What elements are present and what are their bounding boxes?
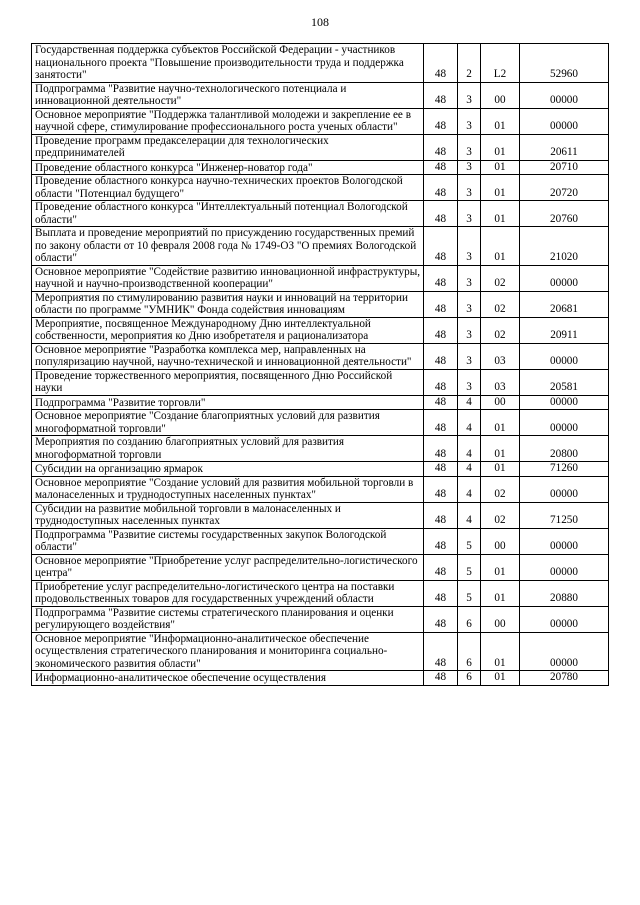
row-subsection-cell: 01 bbox=[481, 671, 520, 686]
row-name-cell: Мероприятия по стимулированию развития науки и инноваций на территории области по программе "УМНИК" Фонда содействия инновациям bbox=[32, 291, 424, 317]
row-section-cell: 6 bbox=[458, 606, 481, 632]
row-expense-code-cell: 00000 bbox=[520, 395, 609, 410]
row-expense-code-cell: 52960 bbox=[520, 44, 609, 83]
row-expense-code-cell: 00000 bbox=[520, 606, 609, 632]
row-subsection-cell: 01 bbox=[481, 160, 520, 175]
row-name-cell: Основное мероприятие "Информационно-аналитическое обеспечение осуществления стратегического планирования и мониторинга социально-экономического развития области" bbox=[32, 632, 424, 671]
row-adm-code-cell: 48 bbox=[424, 317, 458, 343]
table-row bbox=[32, 201, 609, 227]
row-name-cell: Подпрограмма "Развитие системы стратегического планирования и оценки регулирующего воздействия" bbox=[32, 606, 424, 632]
table-row bbox=[32, 343, 609, 369]
row-adm-code-cell: 48 bbox=[424, 44, 458, 83]
row-name-cell: Проведение областного конкурса "Интеллектуальный потенциал Вологодской области" bbox=[32, 201, 424, 227]
row-name-cell: Мероприятия по созданию благоприятных условий для развития многоформатной торговли bbox=[32, 436, 424, 462]
row-expense-code-cell: 20681 bbox=[520, 291, 609, 317]
row-section-cell: 5 bbox=[458, 528, 481, 554]
row-expense-code-cell: 20800 bbox=[520, 436, 609, 462]
row-adm-code-cell: 48 bbox=[424, 476, 458, 502]
row-section-cell: 4 bbox=[458, 395, 481, 410]
row-name-cell: Основное мероприятие "Поддержка талантливой молодежи и закрепление ее в научной сфере, стимулирование профессионального роста ученых области" bbox=[32, 108, 424, 134]
page-number: 108 bbox=[311, 15, 329, 29]
row-section-cell: 3 bbox=[458, 134, 481, 160]
row-subsection-cell: 00 bbox=[481, 606, 520, 632]
row-name-cell: Подпрограмма "Развитие научно-технологического потенциала и инновационной деятельности" bbox=[32, 82, 424, 108]
table-row bbox=[32, 82, 609, 108]
row-subsection-cell: 01 bbox=[481, 554, 520, 580]
table-row bbox=[32, 671, 609, 686]
row-expense-code-cell: 20880 bbox=[520, 580, 609, 606]
row-section-cell: 3 bbox=[458, 108, 481, 134]
row-name-cell: Субсидии на организацию ярмарок bbox=[32, 462, 424, 477]
table-row bbox=[32, 632, 609, 671]
table-row bbox=[32, 580, 609, 606]
row-section-cell: 3 bbox=[458, 201, 481, 227]
table-row bbox=[32, 554, 609, 580]
row-name-cell: Основное мероприятие "Создание условий для развития мобильной торговли в малонаселенных и труднодоступных населенных пунктах" bbox=[32, 476, 424, 502]
row-expense-code-cell: 21020 bbox=[520, 227, 609, 266]
row-name-cell: Подпрограмма "Развитие торговли" bbox=[32, 395, 424, 410]
row-name-cell: Субсидии на развитие мобильной торговли в малонаселенных и труднодоступных населенных пунктах bbox=[32, 502, 424, 528]
row-subsection-cell: 01 bbox=[481, 227, 520, 266]
row-expense-code-cell: 00000 bbox=[520, 82, 609, 108]
row-expense-code-cell: 00000 bbox=[520, 632, 609, 671]
row-subsection-cell: 01 bbox=[481, 410, 520, 436]
row-section-cell: 4 bbox=[458, 410, 481, 436]
table-row bbox=[32, 160, 609, 175]
row-name-cell: Мероприятие, посвященное Международному Дню интеллектуальной собственности, мероприятия ко Дню изобретателя и рационализатора bbox=[32, 317, 424, 343]
row-name-cell: Проведение торжественного мероприятия, посвященного Дню Российской науки bbox=[32, 369, 424, 395]
table-row bbox=[32, 395, 609, 410]
table-row bbox=[32, 134, 609, 160]
row-subsection-cell: 02 bbox=[481, 291, 520, 317]
row-adm-code-cell: 48 bbox=[424, 343, 458, 369]
table-row bbox=[32, 369, 609, 395]
row-subsection-cell: 02 bbox=[481, 502, 520, 528]
row-section-cell: 5 bbox=[458, 554, 481, 580]
row-subsection-cell: 01 bbox=[481, 580, 520, 606]
row-name-cell: Проведение программ предакселерации для технологических предпринимателей bbox=[32, 134, 424, 160]
row-name-cell: Основное мероприятие "Содействие развитию инновационной инфраструктуры, научной и научно-производственной кооперации" bbox=[32, 265, 424, 291]
row-expense-code-cell: 71250 bbox=[520, 502, 609, 528]
row-name-cell: Приобретение услуг распределительно-логистического центра на поставки продовольственных товаров для государственных учреждений области bbox=[32, 580, 424, 606]
row-section-cell: 5 bbox=[458, 580, 481, 606]
row-adm-code-cell: 48 bbox=[424, 108, 458, 134]
row-adm-code-cell: 48 bbox=[424, 395, 458, 410]
row-name-cell: Проведение областного конкурса научно-технических проектов Вологодской области "Потенциал будущего" bbox=[32, 175, 424, 201]
row-adm-code-cell: 48 bbox=[424, 502, 458, 528]
row-subsection-cell: 03 bbox=[481, 343, 520, 369]
row-name-cell: Подпрограмма "Развитие системы государственных закупок Вологодской области" bbox=[32, 528, 424, 554]
row-subsection-cell: 01 bbox=[481, 201, 520, 227]
row-subsection-cell: 01 bbox=[481, 175, 520, 201]
row-adm-code-cell: 48 bbox=[424, 201, 458, 227]
row-subsection-cell: 03 bbox=[481, 369, 520, 395]
row-section-cell: 3 bbox=[458, 291, 481, 317]
row-subsection-cell: 01 bbox=[481, 134, 520, 160]
row-section-cell: 3 bbox=[458, 343, 481, 369]
row-subsection-cell: 02 bbox=[481, 476, 520, 502]
row-adm-code-cell: 48 bbox=[424, 160, 458, 175]
row-adm-code-cell: 48 bbox=[424, 606, 458, 632]
row-expense-code-cell: 20720 bbox=[520, 175, 609, 201]
row-adm-code-cell: 48 bbox=[424, 227, 458, 266]
row-name-cell: Основное мероприятие "Разработка комплекса мер, направленных на популяризацию научной, научно-технической и инновационной деятельности" bbox=[32, 343, 424, 369]
row-subsection-cell: 01 bbox=[481, 436, 520, 462]
row-section-cell: 3 bbox=[458, 317, 481, 343]
row-section-cell: 4 bbox=[458, 436, 481, 462]
row-adm-code-cell: 48 bbox=[424, 554, 458, 580]
row-expense-code-cell: 00000 bbox=[520, 554, 609, 580]
row-expense-code-cell: 00000 bbox=[520, 528, 609, 554]
budget-classification-table bbox=[31, 43, 609, 686]
table-row bbox=[32, 44, 609, 83]
row-subsection-cell: 02 bbox=[481, 317, 520, 343]
row-adm-code-cell: 48 bbox=[424, 410, 458, 436]
row-subsection-cell: 01 bbox=[481, 632, 520, 671]
row-expense-code-cell: 00000 bbox=[520, 476, 609, 502]
row-expense-code-cell: 20911 bbox=[520, 317, 609, 343]
table-row bbox=[32, 436, 609, 462]
row-section-cell: 2 bbox=[458, 44, 481, 83]
row-subsection-cell: 00 bbox=[481, 528, 520, 554]
row-adm-code-cell: 48 bbox=[424, 291, 458, 317]
table-row bbox=[32, 410, 609, 436]
table-row bbox=[32, 175, 609, 201]
row-section-cell: 4 bbox=[458, 462, 481, 477]
table-row bbox=[32, 265, 609, 291]
row-section-cell: 6 bbox=[458, 671, 481, 686]
row-adm-code-cell: 48 bbox=[424, 82, 458, 108]
row-expense-code-cell: 00000 bbox=[520, 343, 609, 369]
row-adm-code-cell: 48 bbox=[424, 134, 458, 160]
table-body bbox=[32, 44, 609, 686]
row-name-cell: Государственная поддержка субъектов Российской Федерации - участников национального проекта "Повышение производительности труда и поддержка занятости" bbox=[32, 44, 424, 83]
row-subsection-cell: 00 bbox=[481, 82, 520, 108]
row-section-cell: 3 bbox=[458, 369, 481, 395]
row-expense-code-cell: 20710 bbox=[520, 160, 609, 175]
row-subsection-cell: 01 bbox=[481, 462, 520, 477]
row-section-cell: 4 bbox=[458, 476, 481, 502]
row-section-cell: 3 bbox=[458, 82, 481, 108]
row-expense-code-cell: 00000 bbox=[520, 108, 609, 134]
row-section-cell: 3 bbox=[458, 160, 481, 175]
row-name-cell: Выплата и проведение мероприятий по присуждению государственных премий по закону области от 10 февраля 2008 года № 1749-ОЗ "О премиях Вологодской области" bbox=[32, 227, 424, 266]
row-subsection-cell: 02 bbox=[481, 265, 520, 291]
table-row bbox=[32, 462, 609, 477]
table-row bbox=[32, 317, 609, 343]
row-expense-code-cell: 20611 bbox=[520, 134, 609, 160]
row-expense-code-cell: 71260 bbox=[520, 462, 609, 477]
row-adm-code-cell: 48 bbox=[424, 528, 458, 554]
row-adm-code-cell: 48 bbox=[424, 175, 458, 201]
row-section-cell: 6 bbox=[458, 632, 481, 671]
row-name-cell: Информационно-аналитическое обеспечение осуществления bbox=[32, 671, 424, 686]
table-row bbox=[32, 227, 609, 266]
row-expense-code-cell: 20581 bbox=[520, 369, 609, 395]
row-expense-code-cell: 00000 bbox=[520, 410, 609, 436]
row-section-cell: 3 bbox=[458, 227, 481, 266]
row-section-cell: 3 bbox=[458, 175, 481, 201]
table-row bbox=[32, 291, 609, 317]
row-name-cell: Проведение областного конкурса "Инженер-новатор года" bbox=[32, 160, 424, 175]
row-expense-code-cell: 20780 bbox=[520, 671, 609, 686]
row-adm-code-cell: 48 bbox=[424, 671, 458, 686]
row-subsection-cell: 00 bbox=[481, 395, 520, 410]
row-adm-code-cell: 48 bbox=[424, 580, 458, 606]
row-section-cell: 4 bbox=[458, 502, 481, 528]
row-adm-code-cell: 48 bbox=[424, 632, 458, 671]
row-expense-code-cell: 00000 bbox=[520, 265, 609, 291]
table-row bbox=[32, 108, 609, 134]
row-adm-code-cell: 48 bbox=[424, 462, 458, 477]
row-name-cell: Основное мероприятие "Приобретение услуг распределительно-логистического центра" bbox=[32, 554, 424, 580]
table-row bbox=[32, 528, 609, 554]
row-expense-code-cell: 20760 bbox=[520, 201, 609, 227]
table-row bbox=[32, 476, 609, 502]
row-section-cell: 3 bbox=[458, 265, 481, 291]
table-row bbox=[32, 502, 609, 528]
row-subsection-cell: 01 bbox=[481, 108, 520, 134]
table-row bbox=[32, 606, 609, 632]
row-adm-code-cell: 48 bbox=[424, 369, 458, 395]
row-subsection-cell: L2 bbox=[481, 44, 520, 83]
row-name-cell: Основное мероприятие "Создание благоприятных условий для развития многоформатной торговли" bbox=[32, 410, 424, 436]
row-adm-code-cell: 48 bbox=[424, 436, 458, 462]
row-adm-code-cell: 48 bbox=[424, 265, 458, 291]
